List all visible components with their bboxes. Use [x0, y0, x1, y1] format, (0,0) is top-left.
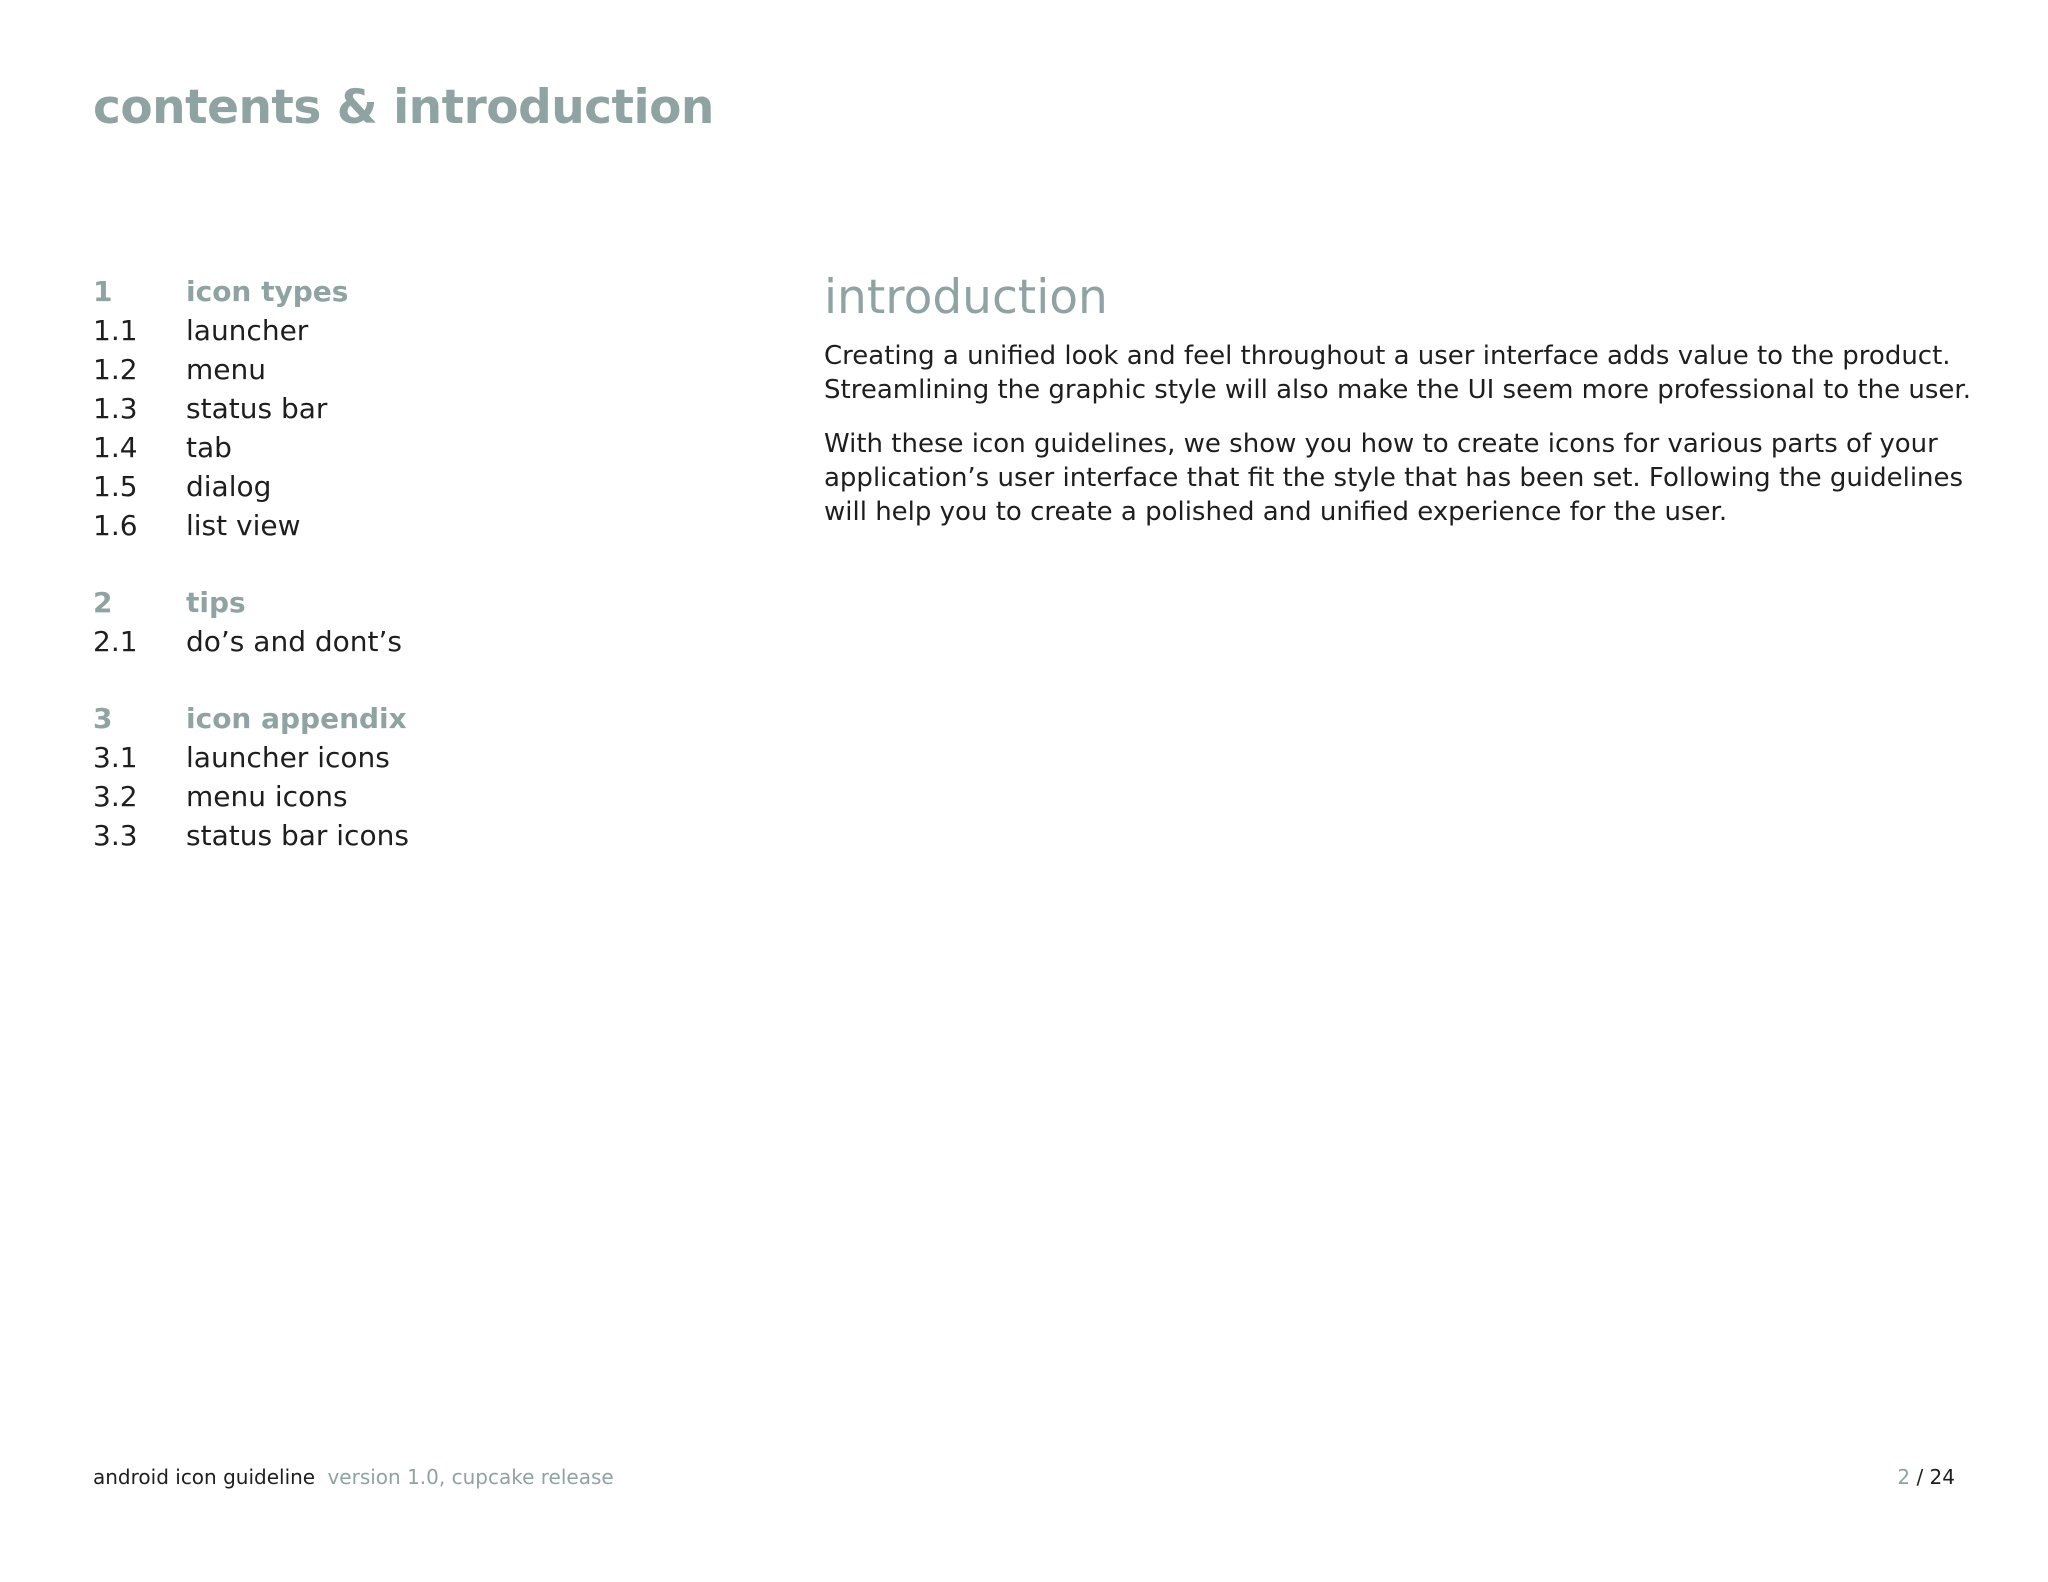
toc-item [93, 389, 743, 428]
toc-item [93, 467, 743, 506]
toc-section-icon-types [93, 272, 743, 545]
toc-title: dialog [186, 470, 272, 503]
toc-title: list view [186, 509, 301, 542]
toc-heading [93, 699, 743, 738]
introduction-heading: introduction [824, 270, 1108, 325]
toc-number: 1 [93, 275, 113, 308]
toc-number: 3 [93, 702, 113, 735]
toc-item [93, 311, 743, 350]
page-total: 24 [1929, 1465, 1955, 1489]
introduction-paragraph: Creating a unified look and feel throughout a user interface adds value to the product. Streamlining the graphic style will also make the UI seem more professional to the user. [824, 341, 1971, 405]
toc-number: 3.2 [93, 780, 138, 813]
toc-title: status bar [186, 392, 328, 425]
toc-item [93, 350, 743, 389]
toc-item [93, 777, 743, 816]
toc-number: 1.2 [93, 353, 138, 386]
toc-number: 1.5 [93, 470, 138, 503]
toc-section-tips [93, 583, 743, 661]
toc-number: 1.4 [93, 431, 138, 464]
toc-item [93, 622, 743, 661]
page-current: 2 [1897, 1465, 1911, 1489]
toc-title: tips [186, 586, 246, 619]
toc-heading [93, 272, 743, 311]
toc-item [93, 428, 743, 467]
toc-number: 3.1 [93, 741, 138, 774]
page-number [1897, 1465, 1955, 1489]
toc-title: do’s and dont’s [186, 625, 402, 658]
toc-title: icon types [186, 275, 349, 308]
toc-title: icon appendix [186, 702, 407, 735]
footer-version: version 1.0, cupcake release [327, 1465, 614, 1489]
toc-number: 1.1 [93, 314, 138, 347]
introduction-paragraph: With these icon guidelines, we show you how to create icons for various parts of your application’s user interface that fit the style that has been set. Following the guidelines will help you to create a polished and unified experience for the user. [824, 429, 1964, 527]
introduction-section [824, 270, 1974, 549]
toc-number: 2 [93, 586, 113, 619]
toc-title: menu icons [186, 780, 348, 813]
page-title: contents & introduction [93, 80, 714, 135]
footer-document-info [93, 1465, 614, 1489]
toc-number: 3.3 [93, 819, 138, 852]
toc-title: launcher icons [186, 741, 390, 774]
toc-title: menu [186, 353, 266, 386]
toc-item [93, 816, 743, 855]
toc-section-icon-appendix [93, 699, 743, 855]
toc-item [93, 738, 743, 777]
page-separator: / [1916, 1465, 1924, 1489]
toc-title: launcher [186, 314, 309, 347]
toc-number: 1.3 [93, 392, 138, 425]
toc-title: tab [186, 431, 232, 464]
table-of-contents [93, 272, 743, 893]
toc-title: status bar icons [186, 819, 409, 852]
toc-number: 2.1 [93, 625, 138, 658]
toc-number: 1.6 [93, 509, 138, 542]
toc-item [93, 506, 743, 545]
toc-heading [93, 583, 743, 622]
footer-document-title: android icon guideline [93, 1465, 316, 1489]
